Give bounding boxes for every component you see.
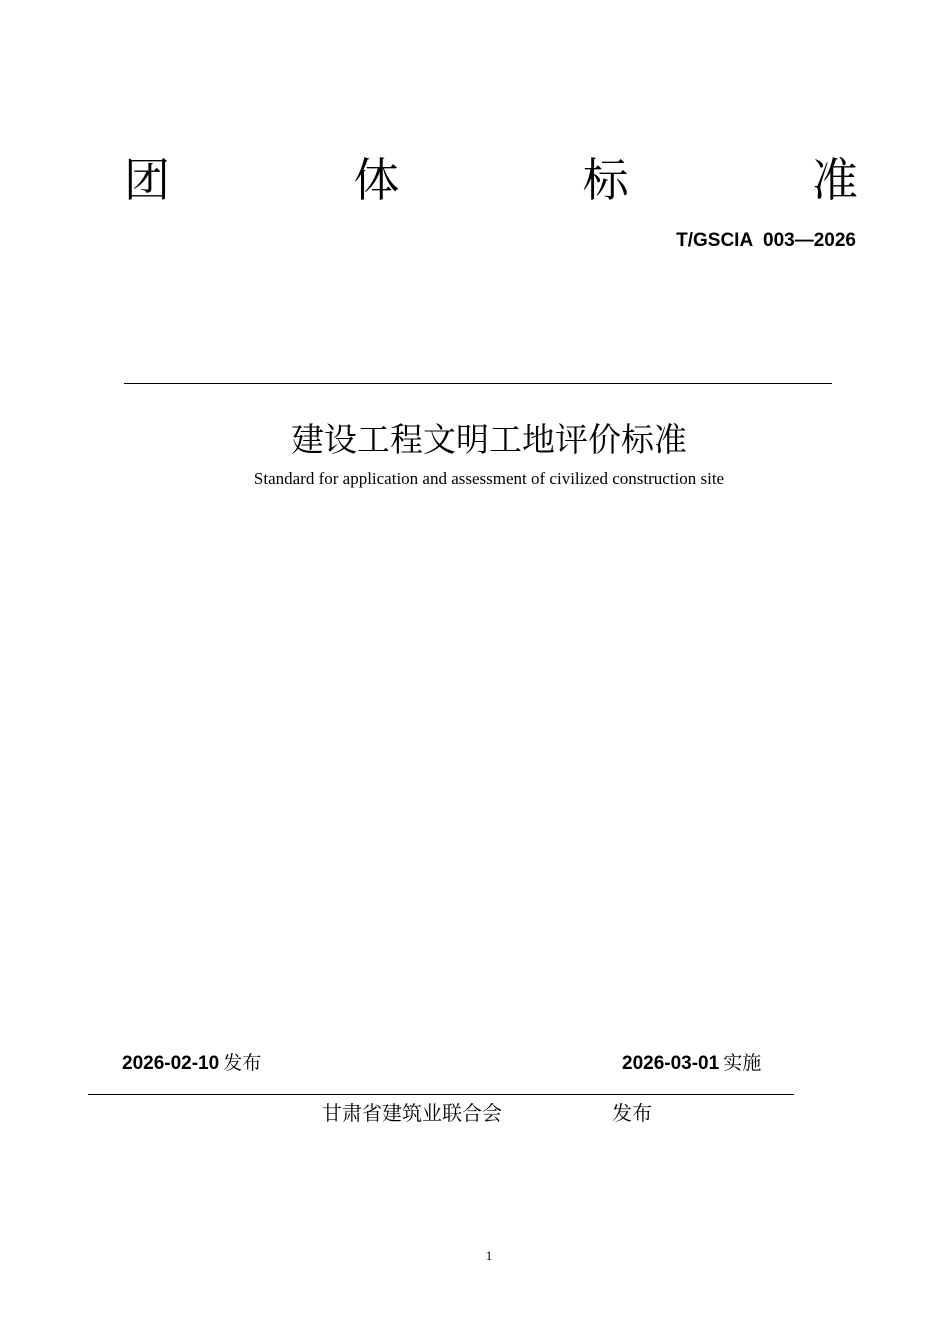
heading-char-2: 体 xyxy=(353,153,400,207)
publisher-action: 发布 xyxy=(612,1101,652,1125)
heading-char-3: 标 xyxy=(582,153,629,207)
page-number: 1 xyxy=(485,1248,493,1263)
document-type-heading xyxy=(124,150,858,210)
publish-date: 2026-02-10 xyxy=(122,1053,220,1074)
effective-date-line xyxy=(622,1050,761,1077)
heading-char-1: 团 xyxy=(124,153,170,207)
standard-number: T/GSCIA 003—2026 xyxy=(676,230,856,251)
title-chinese: 建设工程文明工地评价标准 xyxy=(291,420,687,459)
top-divider xyxy=(124,383,832,384)
bottom-divider xyxy=(88,1094,794,1095)
publish-label: 发布 xyxy=(223,1052,262,1074)
effective-label: 实施 xyxy=(723,1052,762,1074)
title-english: Standard for application and assessment of civilized construction site xyxy=(253,469,725,488)
publisher-name: 甘肃省建筑业联合会 xyxy=(322,1101,502,1125)
heading-char-4: 准 xyxy=(811,153,858,207)
publish-date-line xyxy=(122,1050,261,1077)
effective-date: 2026-03-01 xyxy=(622,1053,720,1074)
